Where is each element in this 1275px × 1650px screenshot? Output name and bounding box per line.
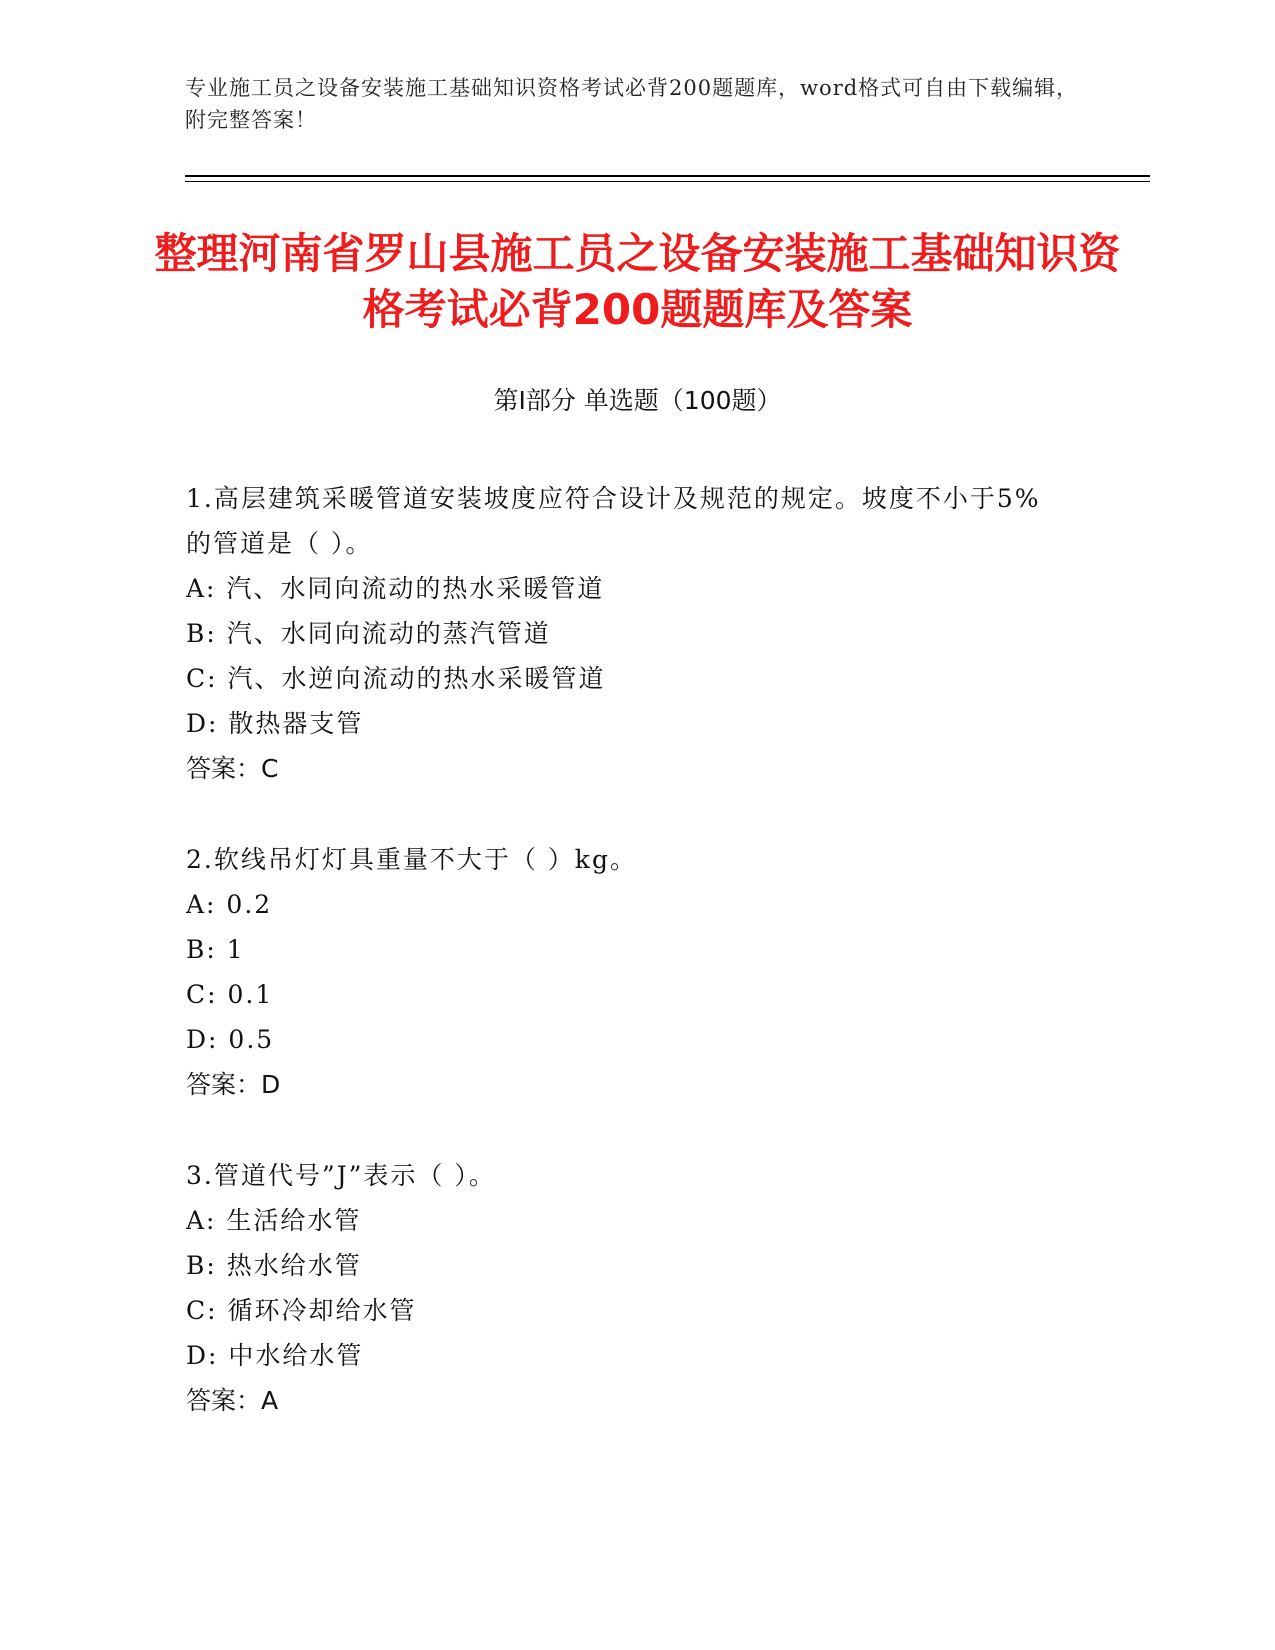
- answer: 答案：C: [186, 754, 279, 783]
- answer: 答案：A: [186, 1386, 279, 1415]
- section-title: 第Ⅰ部分 单选题（100题）: [493, 386, 782, 415]
- question-2: [186, 837, 1066, 1107]
- question-list: [186, 476, 1066, 1469]
- option-d: D: 0.5: [186, 1025, 275, 1054]
- option-d: D: 中水给水管: [186, 1341, 364, 1370]
- option-c: C: 0.1: [186, 980, 274, 1009]
- option-c: C: 循环冷却给水管: [186, 1296, 417, 1325]
- option-a: A: 生活给水管: [186, 1206, 362, 1235]
- question-1: [186, 476, 1066, 791]
- question-stem: 3.管道代号”J”表示（ ）。: [186, 1161, 496, 1190]
- answer: 答案：D: [186, 1070, 281, 1099]
- option-b: B: 汽、水同向流动的蒸汽管道: [186, 619, 551, 648]
- header-rule-thick: [185, 175, 1150, 177]
- header-rule-thin: [185, 181, 1150, 182]
- option-b: B: 热水给水管: [186, 1251, 362, 1280]
- option-d: D: 散热器支管: [186, 709, 364, 738]
- document-title: 整理河南省罗山县施工员之设备安装施工基础知识资格考试必背200题题库及答案: [154, 229, 1121, 334]
- option-c: C: 汽、水逆向流动的热水采暖管道: [186, 664, 606, 693]
- option-a: A: 0.2: [186, 890, 273, 919]
- question-stem: 2.软线吊灯灯具重量不大于（ ）kg。: [186, 845, 637, 874]
- option-b: B: 1: [186, 935, 245, 964]
- header-note: 专业施工员之设备安装施工基础知识资格考试必背200题题库，word格式可自由下载编辑，附完整答案！: [185, 76, 1079, 132]
- question-stem: 1.高层建筑采暖管道安装坡度应符合设计及规范的规定。坡度不小于5%的管道是（ ）。: [186, 484, 1041, 558]
- option-a: A: 汽、水同向流动的热水采暖管道: [186, 574, 605, 603]
- question-3: [186, 1153, 1066, 1423]
